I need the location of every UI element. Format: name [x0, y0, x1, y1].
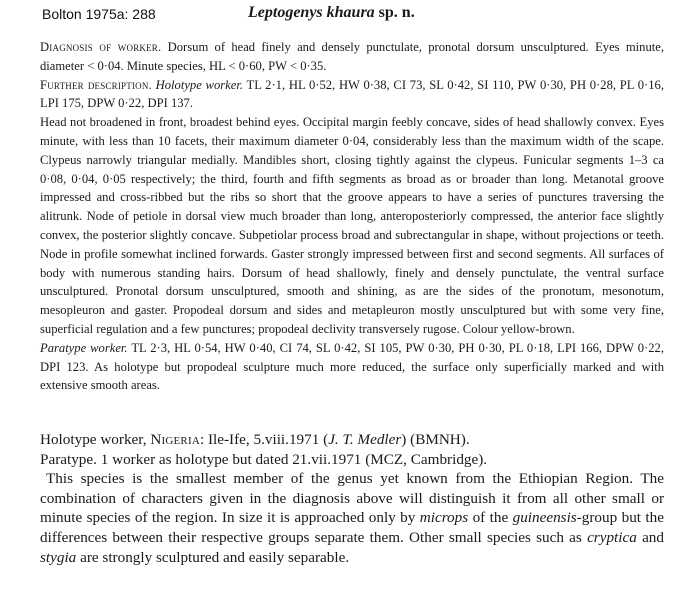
discussion-text-1: This species is the smallest member of the genus yet known from the Ethiopian Region. The combination of characters given in the diagnosis above will distinguish it from all other small or minute species of the region. In size it is approached only by	[40, 470, 664, 527]
material-and-discussion	[40, 430, 664, 567]
species-cryptica: cryptica	[587, 528, 637, 546]
paratype-paragraph: Paratype. 1 worker as holotype but dated 21.vii.1971 (MCZ, Cambridge).	[40, 450, 488, 468]
holotype-paragraph	[40, 430, 664, 450]
discussion-text-4: and	[636, 528, 664, 546]
discussion-paragraph	[40, 469, 664, 567]
page-header	[0, 0, 684, 30]
holotype-worker-label: Holotype worker.	[151, 77, 243, 92]
diagnosis-label: Diagnosis of worker.	[40, 40, 162, 54]
citation-label: Bolton 1975a: 288	[42, 6, 156, 22]
species-microps: microps	[419, 509, 469, 527]
holotype-locality: : Ile-Ife, 5.viii.1971 (	[199, 431, 329, 448]
holotype-suffix: ) (BMNH).	[401, 431, 470, 448]
paratype-worker-paragraph	[40, 339, 664, 395]
discussion-text-3: -group but the differences between their respective groups separate them. Other small species such as	[40, 509, 664, 546]
description-paragraph: Head not broadened in front, broadest behind eyes. Occipital margin feebly concave, sides of head shallowly convex. Eyes minute, with less than 10 facets, their maximum diameter 0·04, considerably less than the maximum width of the scape. Clypeus narrowly triangular medially. Mandibles short, closing tightly against the clypeus. Funicular segments 1–3 ca 0·08, 0·04, 0·05 respectively; the third, fourth and fifth segments as broad as or broader than long. Metanotal groove impressed and cross-ribbed but the ribs so short that the groove appears to have a series of punctures traversing the alitrunk. Node of petiole in dorsal view much broader than long, anteroposteriorly compressed, the anterior face slightly convex, the posterior slightly concave. Subpetiolar process broad and subrectangular in shape, without projections or teeth. Node in profile somewhat inclined forwards. Gaster strongly impressed between first and second segments. All surfaces of body with numerous standing hairs. Dorsum of head shallowly, finely and densely punctulate, the ventral surface unsculptured. Pronotal dorsum unsculptured, smooth and shining, as are the sides of the pronotum, mesonotum, mesopleuron and gaster. Propodeal dorsum and sides and metapleuron mostly unsculptured but with some very fine, superficial regulation and a few punctures; propodeal declivity transversely rugose. Colour yellow-brown.	[40, 115, 664, 336]
species-suffix: sp. n.	[374, 4, 415, 21]
species-guineensis: guineensis	[512, 509, 577, 527]
discussion-text-2: of the	[468, 509, 513, 527]
species-description-block	[40, 38, 664, 395]
paratype-worker-text: TL 2·3, HL 0·54, HW 0·40, CI 74, SL 0·42, SI 105, PW 0·30, PH 0·30, PL 0·18, LPI 166, DPW 0·22, DPI 123. As holotype but propodeal sculpture much more reduced, the surface only superficially marked and with extensive smooth areas.	[40, 340, 664, 393]
diagnosis-text: Dorsum of head finely and densely punctulate, pronotal dorsum unsculptured. Eyes minute, diameter < 0·04. Minute species, HL < 0·60, PW < 0·35.	[40, 40, 664, 73]
species-title	[248, 4, 415, 22]
holotype-measurements: TL 2·1, HL 0·52, HW 0·38, CI 73, SL 0·42, SI 110, PW 0·30, PH 0·28, PL 0·16, LPI 175, DPW 0·22, DPI 137.	[40, 77, 664, 111]
further-description-label: Further description.	[40, 77, 152, 92]
diagnosis-paragraph	[40, 38, 664, 76]
holotype-country: Nigeria	[150, 431, 200, 448]
species-name: Leptogenys khaura	[248, 4, 375, 21]
further-description-paragraph	[40, 76, 664, 114]
paratype-worker-label: Paratype worker.	[40, 340, 128, 355]
discussion-text-5: are strongly sculptured and easily separable.	[76, 548, 350, 566]
species-stygia: stygia	[40, 548, 77, 566]
holotype-collector: J. T. Medler	[328, 431, 402, 448]
holotype-prefix: Holotype worker,	[40, 431, 151, 448]
